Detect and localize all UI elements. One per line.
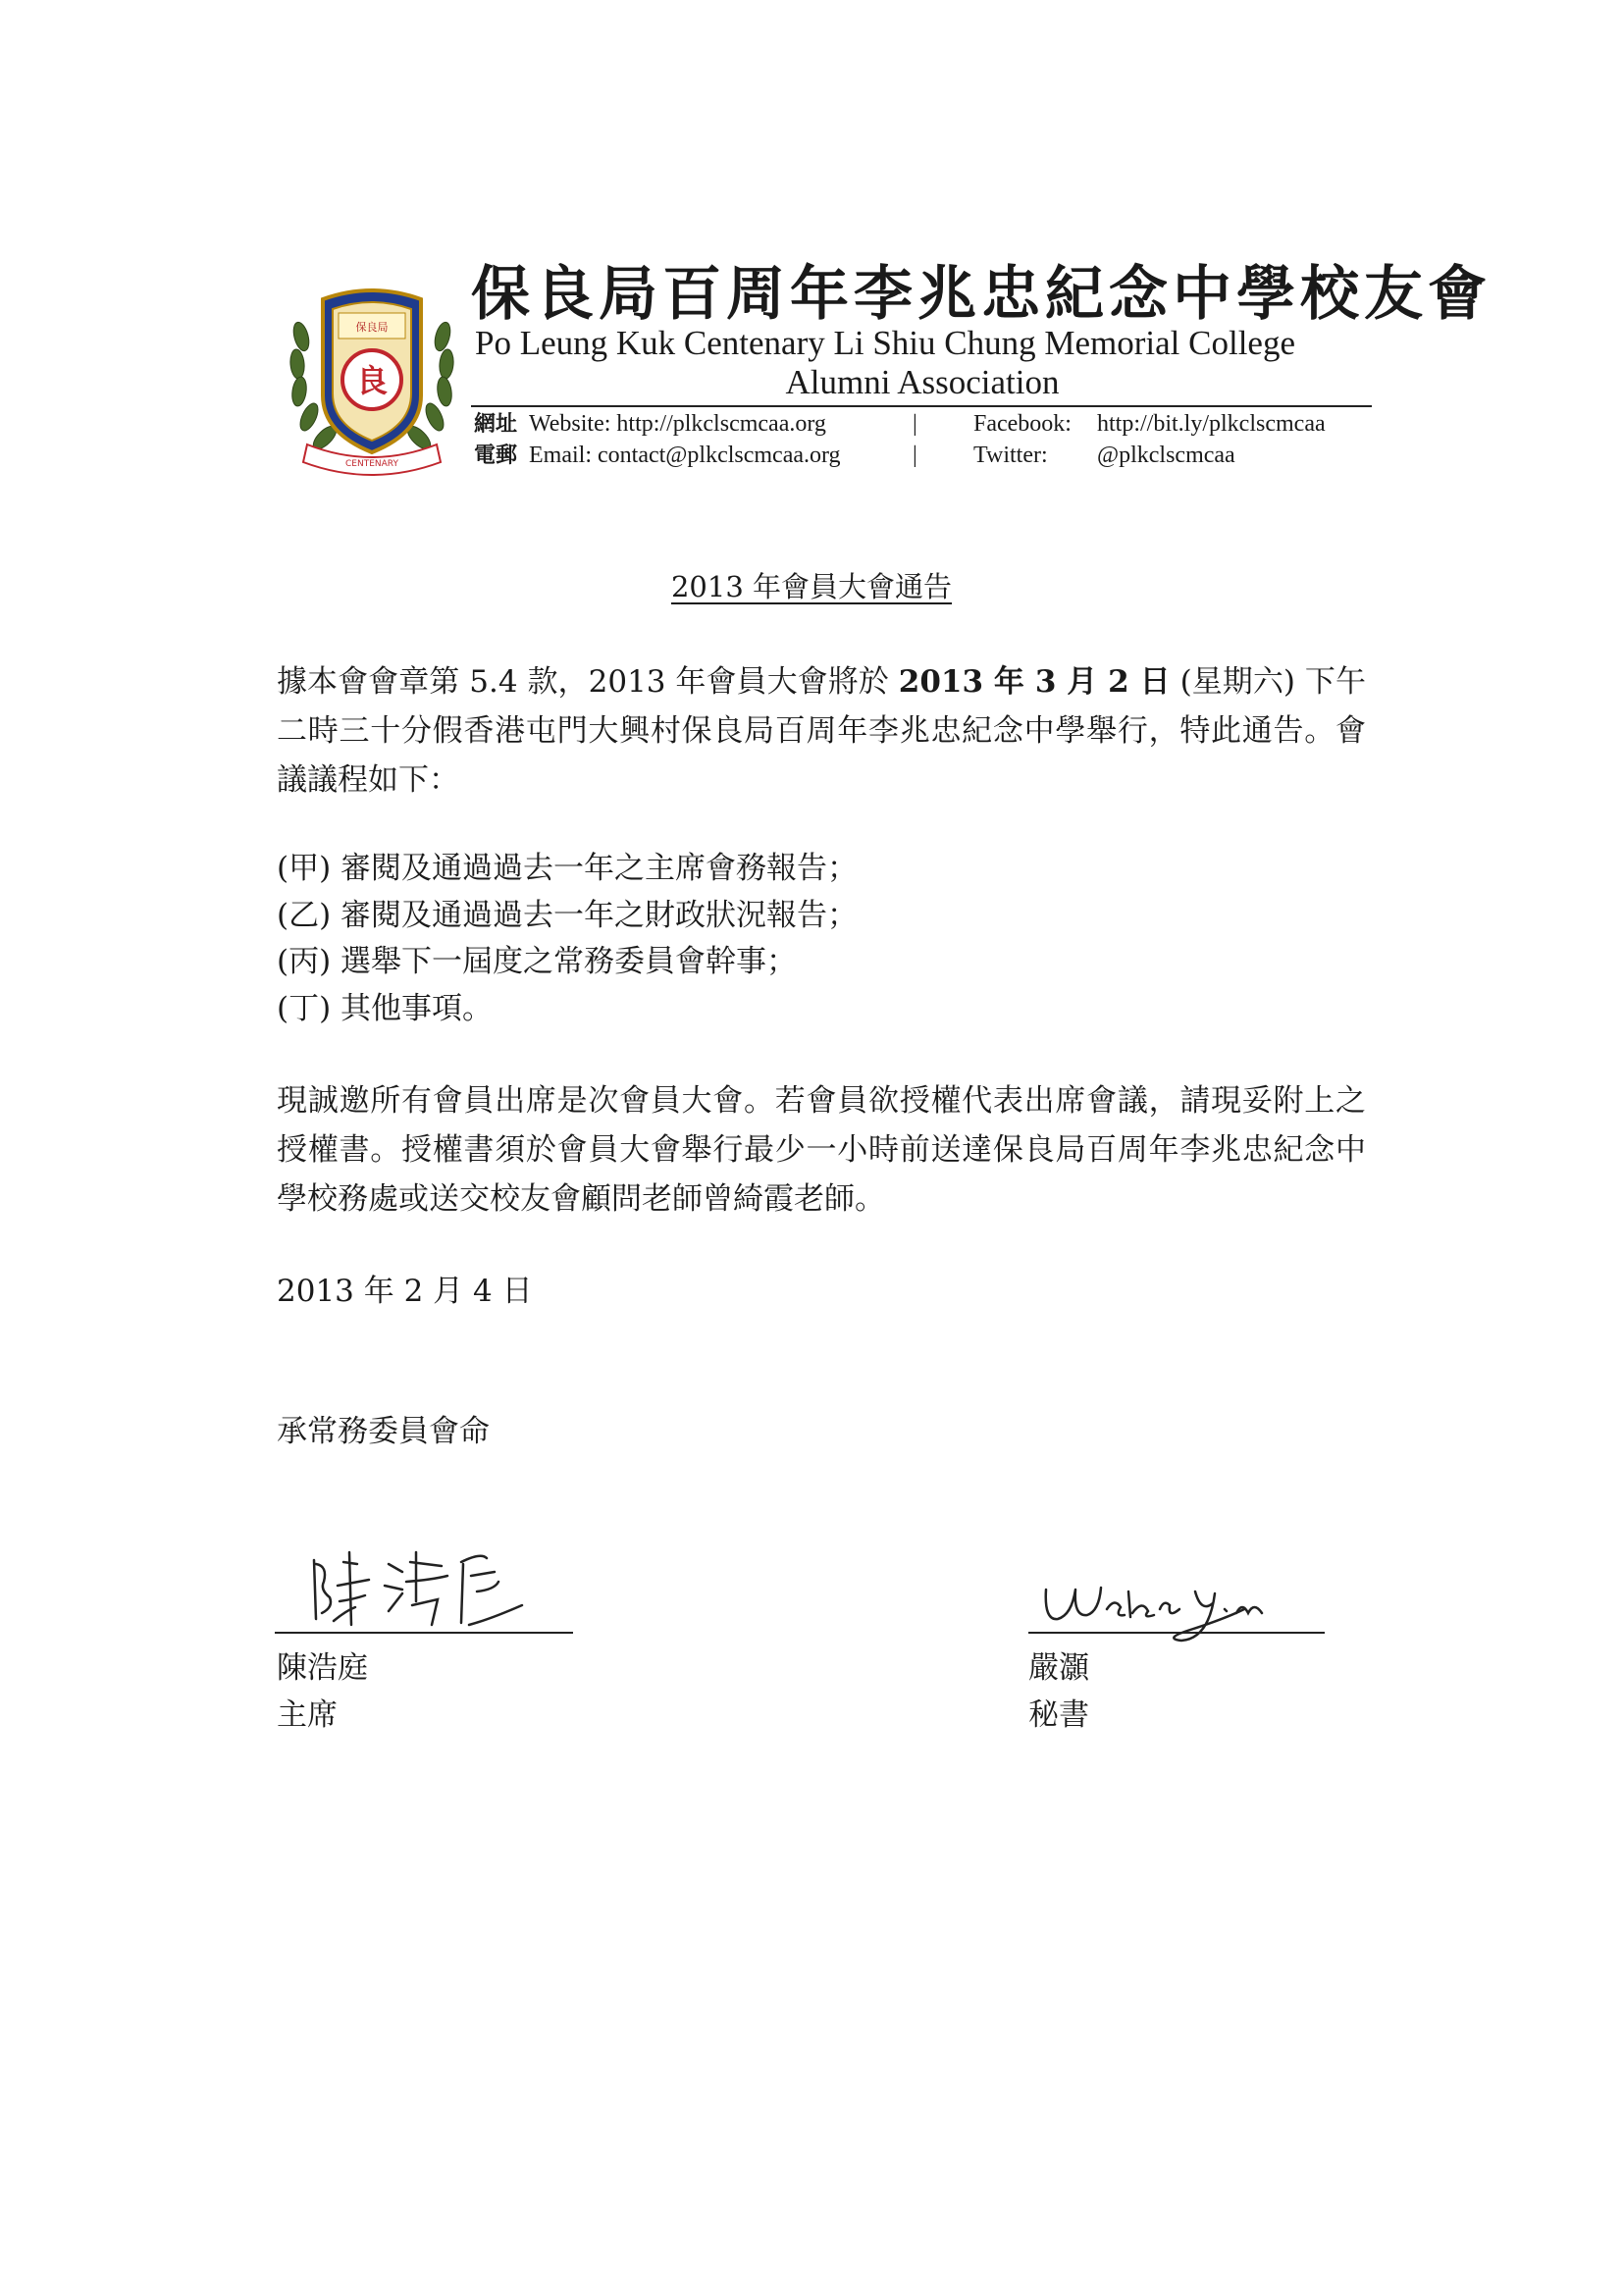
svg-text:CENTENARY: CENTENARY (345, 459, 398, 469)
notice-title: 2013 年會員大會通告 (670, 570, 953, 603)
secretary-signature (1038, 1570, 1283, 1648)
organization-name-chinese: 保良局百周年李兆忠紀念中學校友會 (471, 260, 1492, 329)
chairman-signature (294, 1542, 530, 1633)
twitter-label: Twitter: (973, 443, 1048, 468)
agenda-item: (乙) 審閱及通過過去一年之財政狀況報告； (277, 898, 859, 933)
separator: | (913, 443, 917, 468)
secretary-title: 秘書 (1028, 1697, 1089, 1733)
intro-text-post: (星期六) 下午二時三十分假香港屯門大興村保良局百周年李兆忠紀念中學舉行，特此通告。會議議程如下： (277, 664, 1366, 798)
signature-line (275, 1632, 573, 1634)
chairman-title: 主席 (277, 1697, 338, 1733)
organization-name-english-line2: Alumni Association (785, 363, 1060, 401)
email-row (474, 440, 841, 472)
notice-intro-paragraph (277, 657, 1366, 805)
website-link[interactable]: Website: http://plkclscmcaa.org (529, 411, 826, 437)
intro-text-pre: 據本會會章第 5.4 款，2013 年會員大會將於 (277, 664, 899, 700)
agenda-item: (丁) 其他事項。 (277, 991, 494, 1026)
separator: | (913, 411, 917, 437)
signature-line (1028, 1632, 1325, 1634)
chairman-name: 陳浩庭 (277, 1650, 368, 1686)
svg-text:良: 良 (355, 362, 389, 399)
email-label: 電郵 (474, 444, 518, 468)
notice-date: 2013 年 2 月 4 日 (277, 1274, 533, 1309)
facebook-label: Facebook: (973, 411, 1072, 437)
twitter-link[interactable]: @plkclscmcaa (1097, 443, 1235, 468)
organization-name-english-line1: Po Leung Kuk Centenary Li Shiu Chung Memorial College (475, 324, 1296, 362)
website-label: 網址 (474, 412, 518, 437)
agenda-item: (丙) 選舉下一屆度之常務委員會幹事； (277, 944, 798, 979)
meeting-date: 2013 年 3 月 2 日 (898, 664, 1171, 700)
secretary-name: 嚴灝 (1028, 1650, 1089, 1686)
school-crest-logo (288, 278, 456, 482)
svg-text:保良局: 保良局 (355, 321, 389, 334)
agenda-item: (甲) 審閱及通過過去一年之主席會務報告； (277, 851, 859, 886)
website-row (474, 408, 826, 441)
facebook-link[interactable]: http://bit.ly/plkclscmcaa (1097, 411, 1326, 437)
invitation-paragraph: 現誠邀所有會員出席是次會員大會。若會員欲授權代表出席會議，請現妥附上之授權書。授權書須於會員大會舉行最少一小時前送達保良局百周年李兆忠紀念中學校務處或送交校友會顧問老師曾綺霞老師。 (277, 1083, 1366, 1217)
header-divider (471, 405, 1372, 407)
email-link[interactable]: Email: contact@plkclscmcaa.org (529, 443, 841, 468)
by-order-of-committee: 承常務委員會命 (277, 1414, 490, 1449)
